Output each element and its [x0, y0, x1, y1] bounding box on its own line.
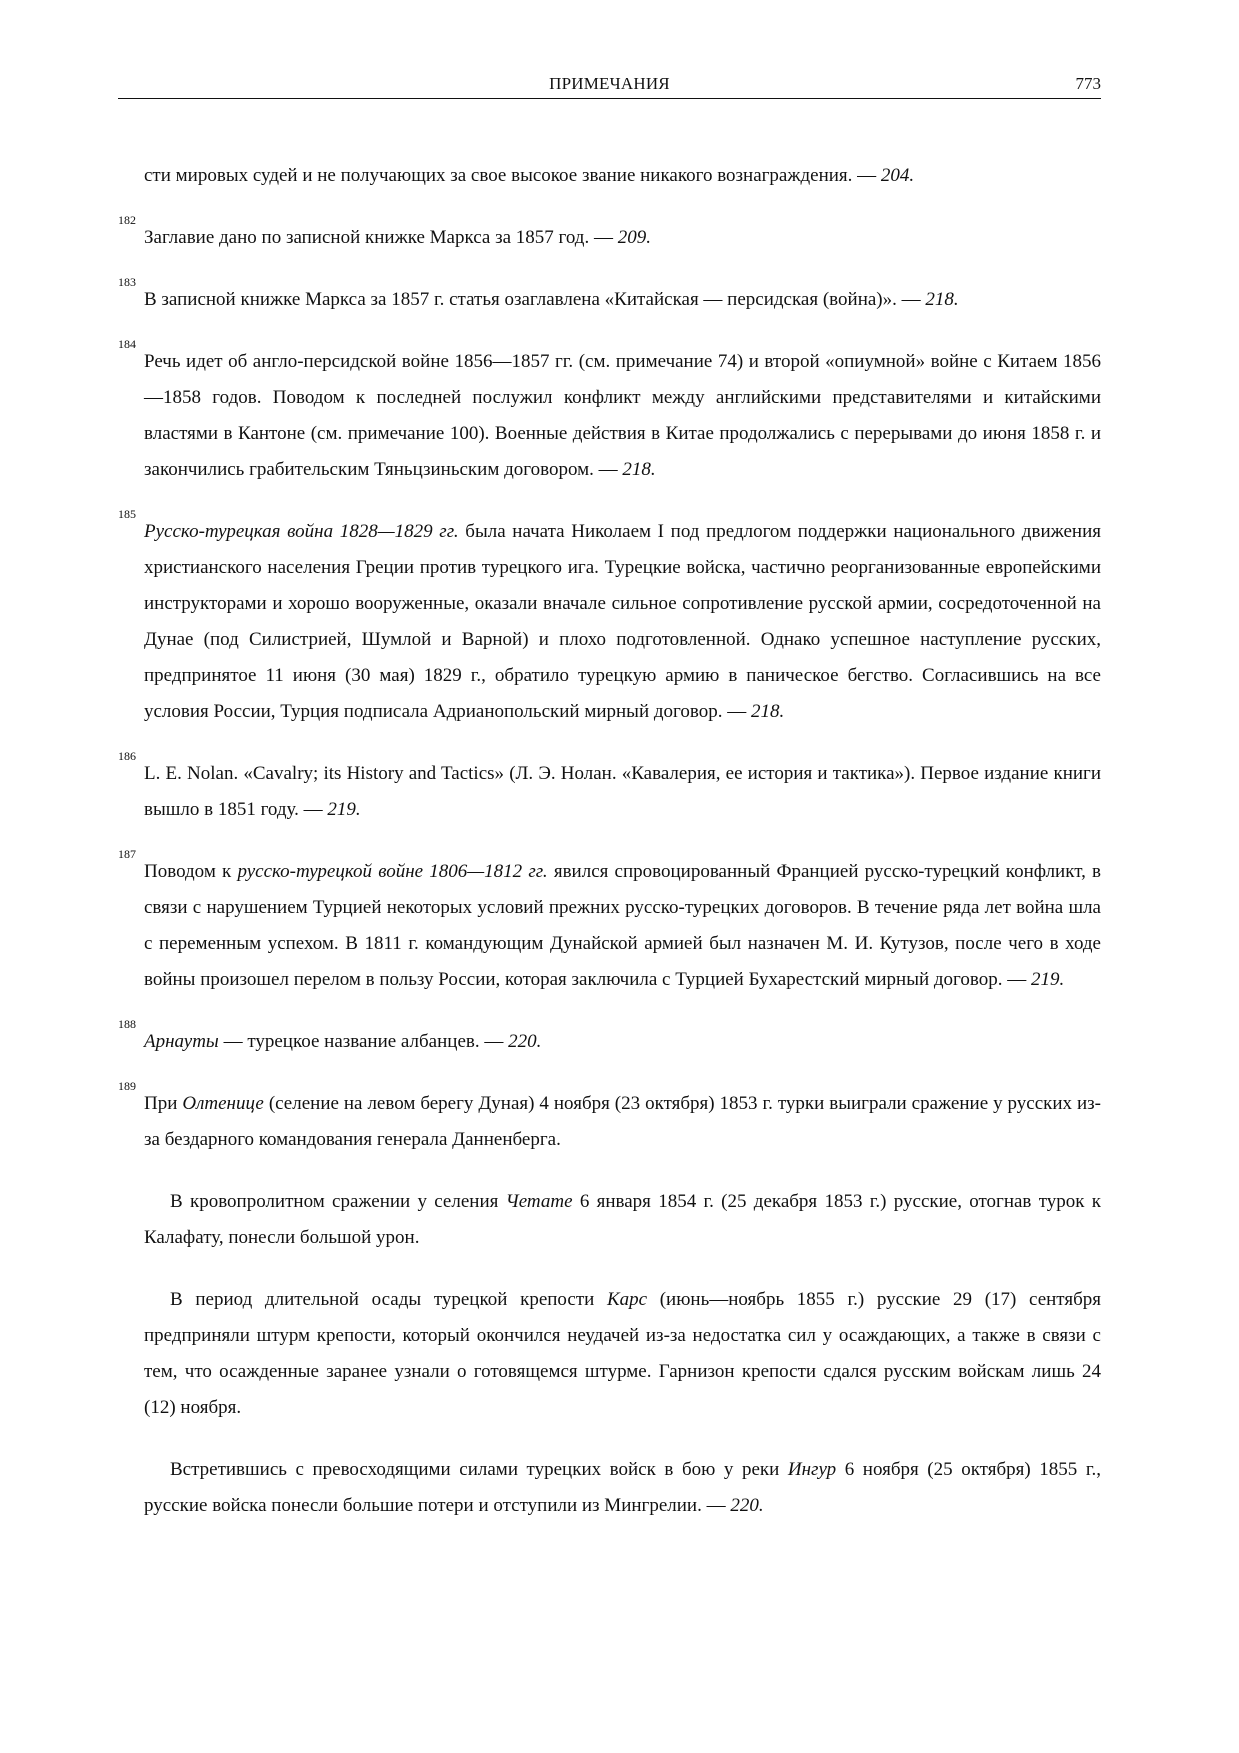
note-183: 183 В записной книжке Маркса за 1857 г. статья озаглавлена «Китайская — персидская (война)». — 218.	[118, 275, 959, 310]
page-reference: 219.	[1030, 969, 1065, 990]
note-continuation: сти мировых судей и не получающих за свое высокое звание никакого вознаграждения. — 204.	[144, 165, 915, 186]
note-number: 189	[118, 1079, 136, 1093]
italic-term: Русско-турецкая война 1828—1829 гг.	[144, 521, 459, 542]
note-186: 186 L. E. Nolan. «Cavalry; its History and Tactics» (Л. Э. Нолан. «Кавалерия, ее история и тактика»). Первое издание книги вышло в 1851 году. — 219.	[118, 749, 1101, 820]
notes-body	[118, 158, 1101, 1550]
page-reference: 219.	[327, 799, 361, 820]
italic-term: русско-турецкой войне 1806—1812 гг.	[237, 861, 548, 882]
note-189-paragraph-ingur: Встретившись с превосходящими силами турецких войск в бою у реки Ингур 6 ноября (25 октября) 1855 г., русские войска понесли большие потери и отступили из Мингрелии. — 220.	[144, 1459, 1102, 1516]
note-number: 183	[118, 275, 136, 289]
page-reference: 220.	[730, 1495, 764, 1516]
page-header	[118, 72, 1101, 99]
note-182: 182 Заглавие дано по записной книжке Маркса за 1857 год. — 209.	[118, 213, 651, 248]
italic-term: Олтенице	[182, 1093, 264, 1114]
page-reference: 220.	[508, 1031, 542, 1052]
page-reference: 204.	[880, 165, 915, 186]
note-number: 188	[118, 1017, 136, 1031]
italic-term: Карс	[606, 1289, 648, 1310]
italic-term: Арнауты	[144, 1031, 219, 1052]
running-title: ПРИМЕЧАНИЯ	[549, 74, 670, 93]
note-184: 184 Речь идет об англо-персидской войне 1856—1857 гг. (см. примечание 74) и второй «опиумной» войне с Китаем 1856—1858 годов. Поводом к последней послужил конфликт между английскими представителями и китайскими властями в Кантоне (см. примечание 100). Военные действия в Китае продолжались с перерывами до июня 1858 г. и закончились грабительским Тяньцзиньским договором. — 218.	[118, 337, 1101, 480]
note-number: 182	[118, 213, 136, 227]
note-number: 187	[118, 847, 136, 861]
page-reference: 209.	[617, 227, 651, 248]
italic-term: Ингур	[787, 1459, 837, 1480]
note-188: 188 Арнауты — турецкое название албанцев. — 220.	[118, 1017, 542, 1052]
note-189-paragraph-chetate: В кровопролитном сражении у селения Четате 6 января 1854 г. (25 декабря 1853 г.) русские, отогнав турок к Калафату, понесли большой урон.	[144, 1191, 1101, 1248]
note-number: 185	[118, 507, 136, 521]
page-number: 773	[1075, 74, 1101, 93]
page-reference: 218.	[925, 289, 959, 310]
page-reference: 218.	[622, 459, 656, 480]
note-189-paragraph-kars: В период длительной осады турецкой крепости Карс (июнь—ноябрь 1855 г.) русские 29 (17) сентября предприняли штурм крепости, который окончился неудачей из-за недостатка сил у осаждающих, а также в связи с тем, что осажденные заранее узнали о готовящемся штурме. Гарнизон крепости сдался русским войскам лишь 24 (12) ноября.	[144, 1289, 1101, 1418]
page-reference: 218.	[750, 701, 785, 722]
note-number: 184	[118, 337, 136, 351]
note-185: 185 Русско-турецкая война 1828—1829 гг. была начата Николаем I под предлогом поддержки национального движения христианского населения Греции против турецкого ига. Турецкие войска, частично реорганизованные европейскими инструкторами и хорошо вооруженные, оказали вначале сильное сопротивление русской армии, сосредоточенной на Дунае (под Силистрией, Шумлой и Варной) и плохо подготовленной. Однако успешное наступление русских, предпринятое 11 июня (30 мая) 1829 г., обратило турецкую армию в паническое бегство. Согласившись на все условия России, Турция подписала Адрианопольский мирный договор. — 218.	[118, 507, 1101, 722]
note-187: 187 Поводом к русско-турецкой войне 1806—1812 гг. явился спровоцированный Францией русско-турецкий конфликт, в связи с нарушением Турцией некоторых условий прежних русско-турецких договоров. В течение ряда лет война шла с переменным успехом. В 1811 г. командующим Дунайской армией был назначен М. И. Кутузов, после чего в ходе войны произошел перелом в пользу России, которая заключила с Турцией Бухарестский мирный договор. — 219.	[118, 847, 1101, 990]
note-number: 186	[118, 749, 136, 763]
italic-term: Четате	[505, 1191, 573, 1212]
note-189: 189 При Олтенице (селение на левом берегу Дуная) 4 ноября (23 октября) 1853 г. турки выиграли сражение у русских из-за бездарного командования генерала Данненберга.	[118, 1079, 1102, 1150]
